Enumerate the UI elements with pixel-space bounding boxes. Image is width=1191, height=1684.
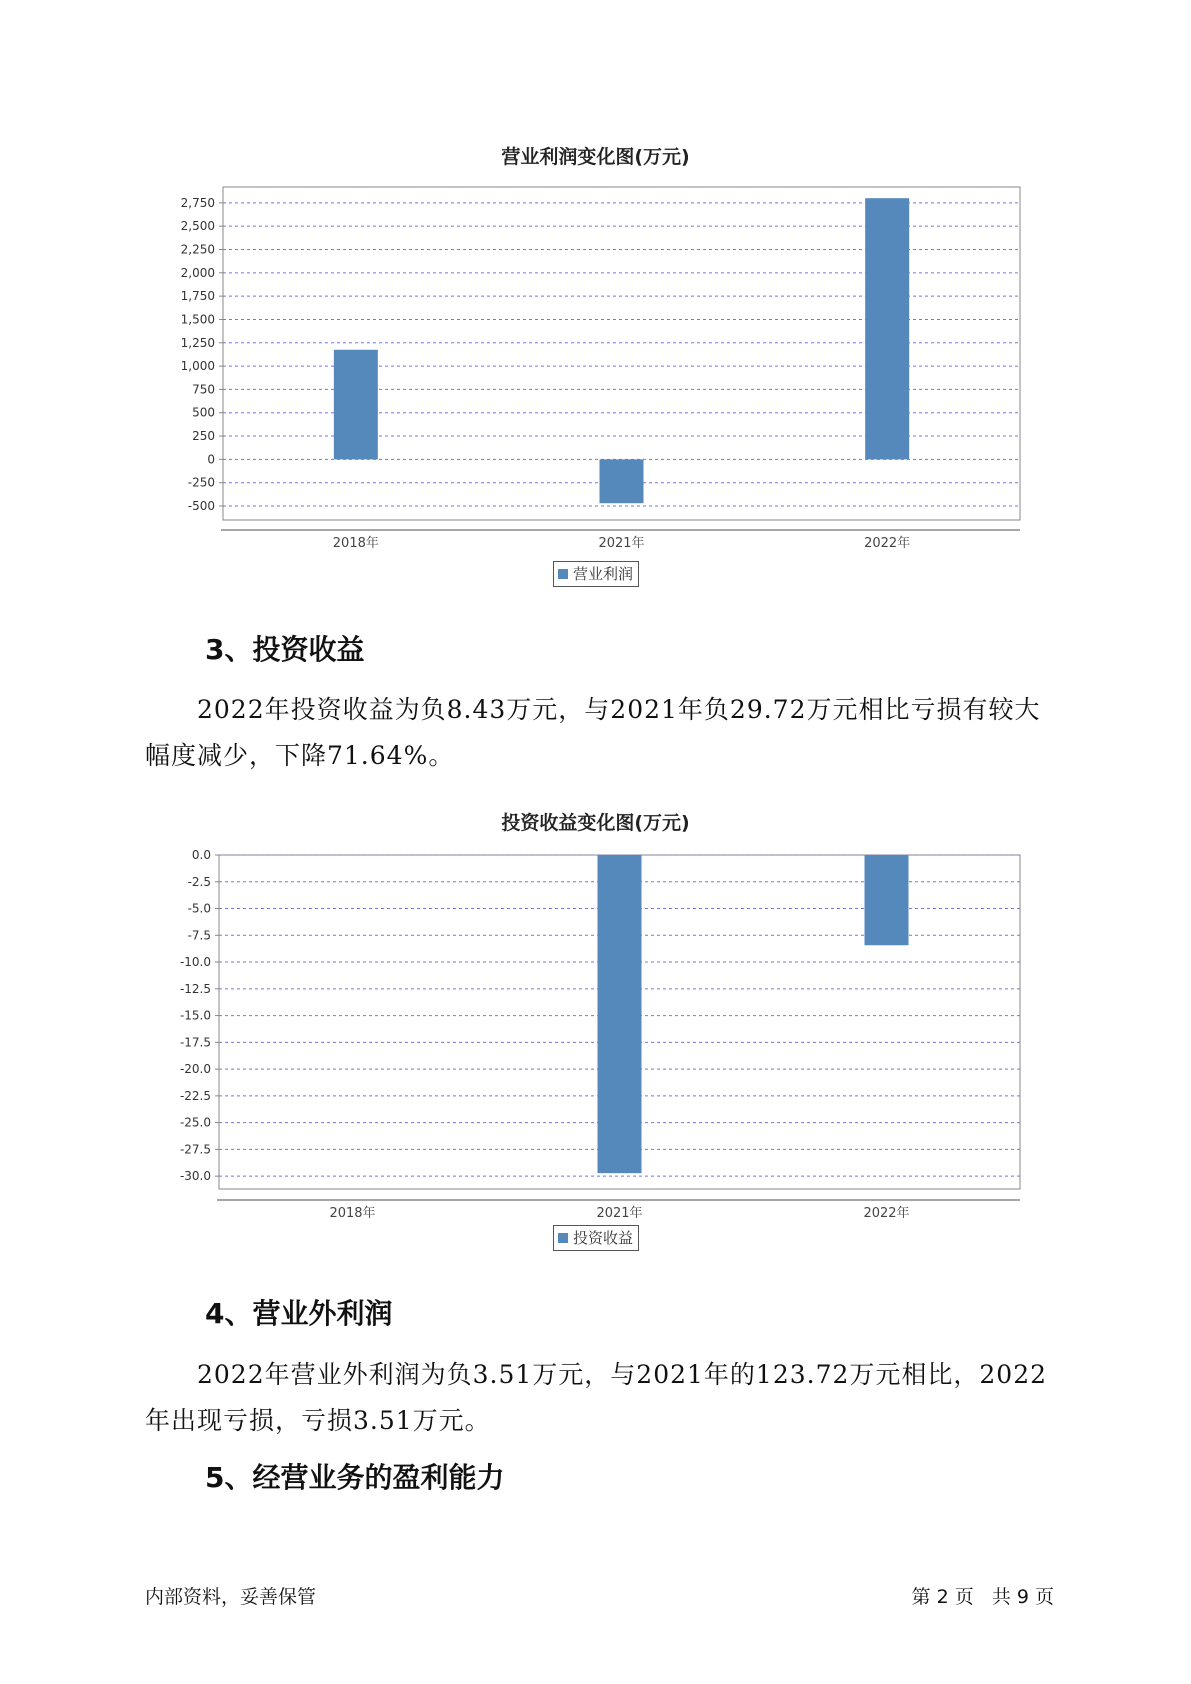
chart-title-investment-income: 投资收益变化图(万元) bbox=[501, 812, 690, 834]
y-tick-label: 750 bbox=[192, 382, 215, 397]
y-tick-label: -250 bbox=[187, 475, 215, 490]
y-tick-label: -7.5 bbox=[187, 928, 211, 943]
y-tick-label: 0.0 bbox=[191, 848, 211, 862]
x-tick-label: 2022年 bbox=[864, 536, 911, 551]
footer-confidential-note: 内部资料，妥善保管 bbox=[145, 1586, 317, 1608]
section-5-heading: 5、经营业务的盈利能力 bbox=[205, 1461, 505, 1494]
section-4-paragraph: 2022年营业外利润为负3.51万元，与2021年的123.72万元相比，2022年出现亏损，亏损3.51万元。 bbox=[145, 1360, 1048, 1435]
y-tick-label: 1,000 bbox=[180, 359, 215, 374]
x-tick-label: 2018年 bbox=[332, 536, 379, 551]
y-tick-label: -25.0 bbox=[179, 1115, 211, 1130]
y-tick-label: 1,250 bbox=[180, 335, 215, 350]
y-tick-label: 250 bbox=[192, 429, 215, 444]
y-tick-label: -5.0 bbox=[187, 901, 211, 916]
x-tick-label: 2018年 bbox=[329, 1206, 376, 1221]
y-tick-label: -22.5 bbox=[179, 1088, 211, 1103]
y-tick-label: -17.5 bbox=[179, 1035, 211, 1050]
y-tick-label: 2,250 bbox=[180, 242, 215, 257]
y-tick-label: 0 bbox=[207, 452, 215, 467]
x-tick-label: 2022年 bbox=[863, 1206, 910, 1221]
x-tick-label: 2021年 bbox=[596, 1206, 643, 1221]
y-tick-label: 2,750 bbox=[180, 195, 215, 210]
y-tick-label: -15.0 bbox=[179, 1008, 211, 1023]
y-tick-label: 500 bbox=[192, 405, 215, 420]
section-3-paragraph: 2022年投资收益为负8.43万元，与2021年负29.72万元相比亏损有较大幅度减少，下降71.64%。 bbox=[145, 695, 1041, 770]
section-3-heading: 3、投资收益 bbox=[205, 633, 365, 666]
y-tick-label: -30.0 bbox=[179, 1169, 211, 1184]
legend-investment-income bbox=[553, 1225, 639, 1251]
section-4-heading: 4、营业外利润 bbox=[205, 1297, 393, 1330]
y-tick-label: 2,500 bbox=[180, 219, 215, 234]
legend-label: 投资收益 bbox=[573, 1229, 634, 1247]
chart-title-operating-profit: 营业利润变化图(万元) bbox=[501, 146, 690, 168]
y-tick-label: -2.5 bbox=[187, 874, 211, 889]
legend-swatch bbox=[558, 1233, 568, 1243]
footer-page-number: 第 2 页 共 9 页 bbox=[911, 1586, 1054, 1608]
y-tick-label: -20.0 bbox=[179, 1062, 211, 1077]
bar-2 bbox=[865, 855, 909, 945]
y-tick-label: 2,000 bbox=[180, 265, 215, 280]
y-tick-label: 1,500 bbox=[180, 312, 215, 327]
y-tick-label: -12.5 bbox=[179, 981, 211, 996]
y-tick-label: -27.5 bbox=[179, 1142, 211, 1157]
bar-1 bbox=[598, 855, 642, 1173]
y-tick-label: -500 bbox=[187, 499, 215, 514]
legend-label: 营业利润 bbox=[573, 565, 634, 583]
y-tick-label: -10.0 bbox=[179, 955, 211, 970]
y-tick-label: 1,750 bbox=[180, 289, 215, 304]
x-tick-label: 2021年 bbox=[598, 536, 645, 551]
